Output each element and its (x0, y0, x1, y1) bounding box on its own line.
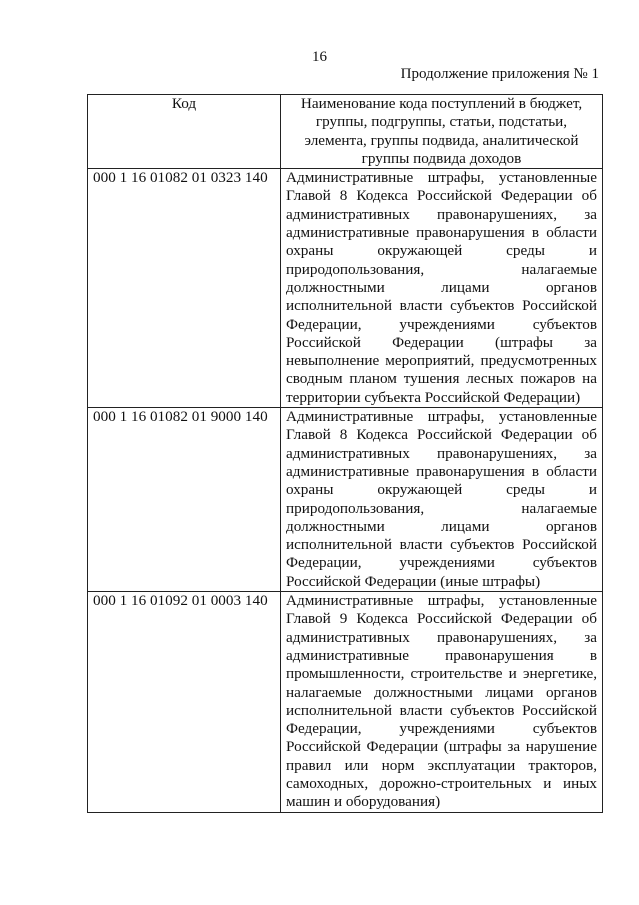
row-code: 000 1 16 01092 01 0003 140 (88, 592, 281, 813)
row-name: Административные штрафы, установленные Главой 8 Кодекса Российской Федерации об административных правонарушениях, за административные правонарушения в области охраны окружающей среды и природопользования, налагаемые должностными лицами органов исполнительной власти субъектов Российской Федерации, учреждениями субъектов Российской Федерации (иные штрафы) (281, 408, 603, 592)
row-code: 000 1 16 01082 01 9000 140 (88, 408, 281, 592)
table-row (88, 592, 603, 813)
continuation-note: Продолжение приложения № 1 (400, 66, 599, 82)
row-name: Административные штрафы, установленные Главой 8 Кодекса Российской Федерации об административных правонарушениях, за административные правонарушения в области охраны окружающей среды и природопользования, налагаемые должностными лицами органов исполнительной власти субъектов Российской Федерации, учреждениями субъектов Российской Федерации (штрафы за невыполнение мероприятий, предусмотренных сводным планом тушения лесных пожаров на территории субъекта Российской Федерации) (281, 169, 603, 408)
header-code: Код (88, 95, 281, 169)
row-name: Административные штрафы, установленные Главой 9 Кодекса Российской Федерации об административных правонарушениях, за административные правонарушения в промышленности, строительстве и энергетике, налагаемые должностными лицами органов исполнительной власти субъектов Российской Федерации, учреждениями субъектов Российской Федерации (штрафы за нарушение правил или норм эксплуатации тракторов, самоходных, дорожно-строительных и иных машин и оборудования) (281, 592, 603, 813)
table-header-row (88, 95, 603, 169)
table-row (88, 408, 603, 592)
revenue-codes-table (87, 94, 603, 813)
page-number: 16 (312, 49, 327, 65)
table-row (88, 169, 603, 408)
row-code: 000 1 16 01082 01 0323 140 (88, 169, 281, 408)
header-name: Наименование кода поступлений в бюджет, группы, подгруппы, статьи, подстатьи, элемента, группы подвида, аналитической группы подвида доходов (281, 95, 603, 169)
